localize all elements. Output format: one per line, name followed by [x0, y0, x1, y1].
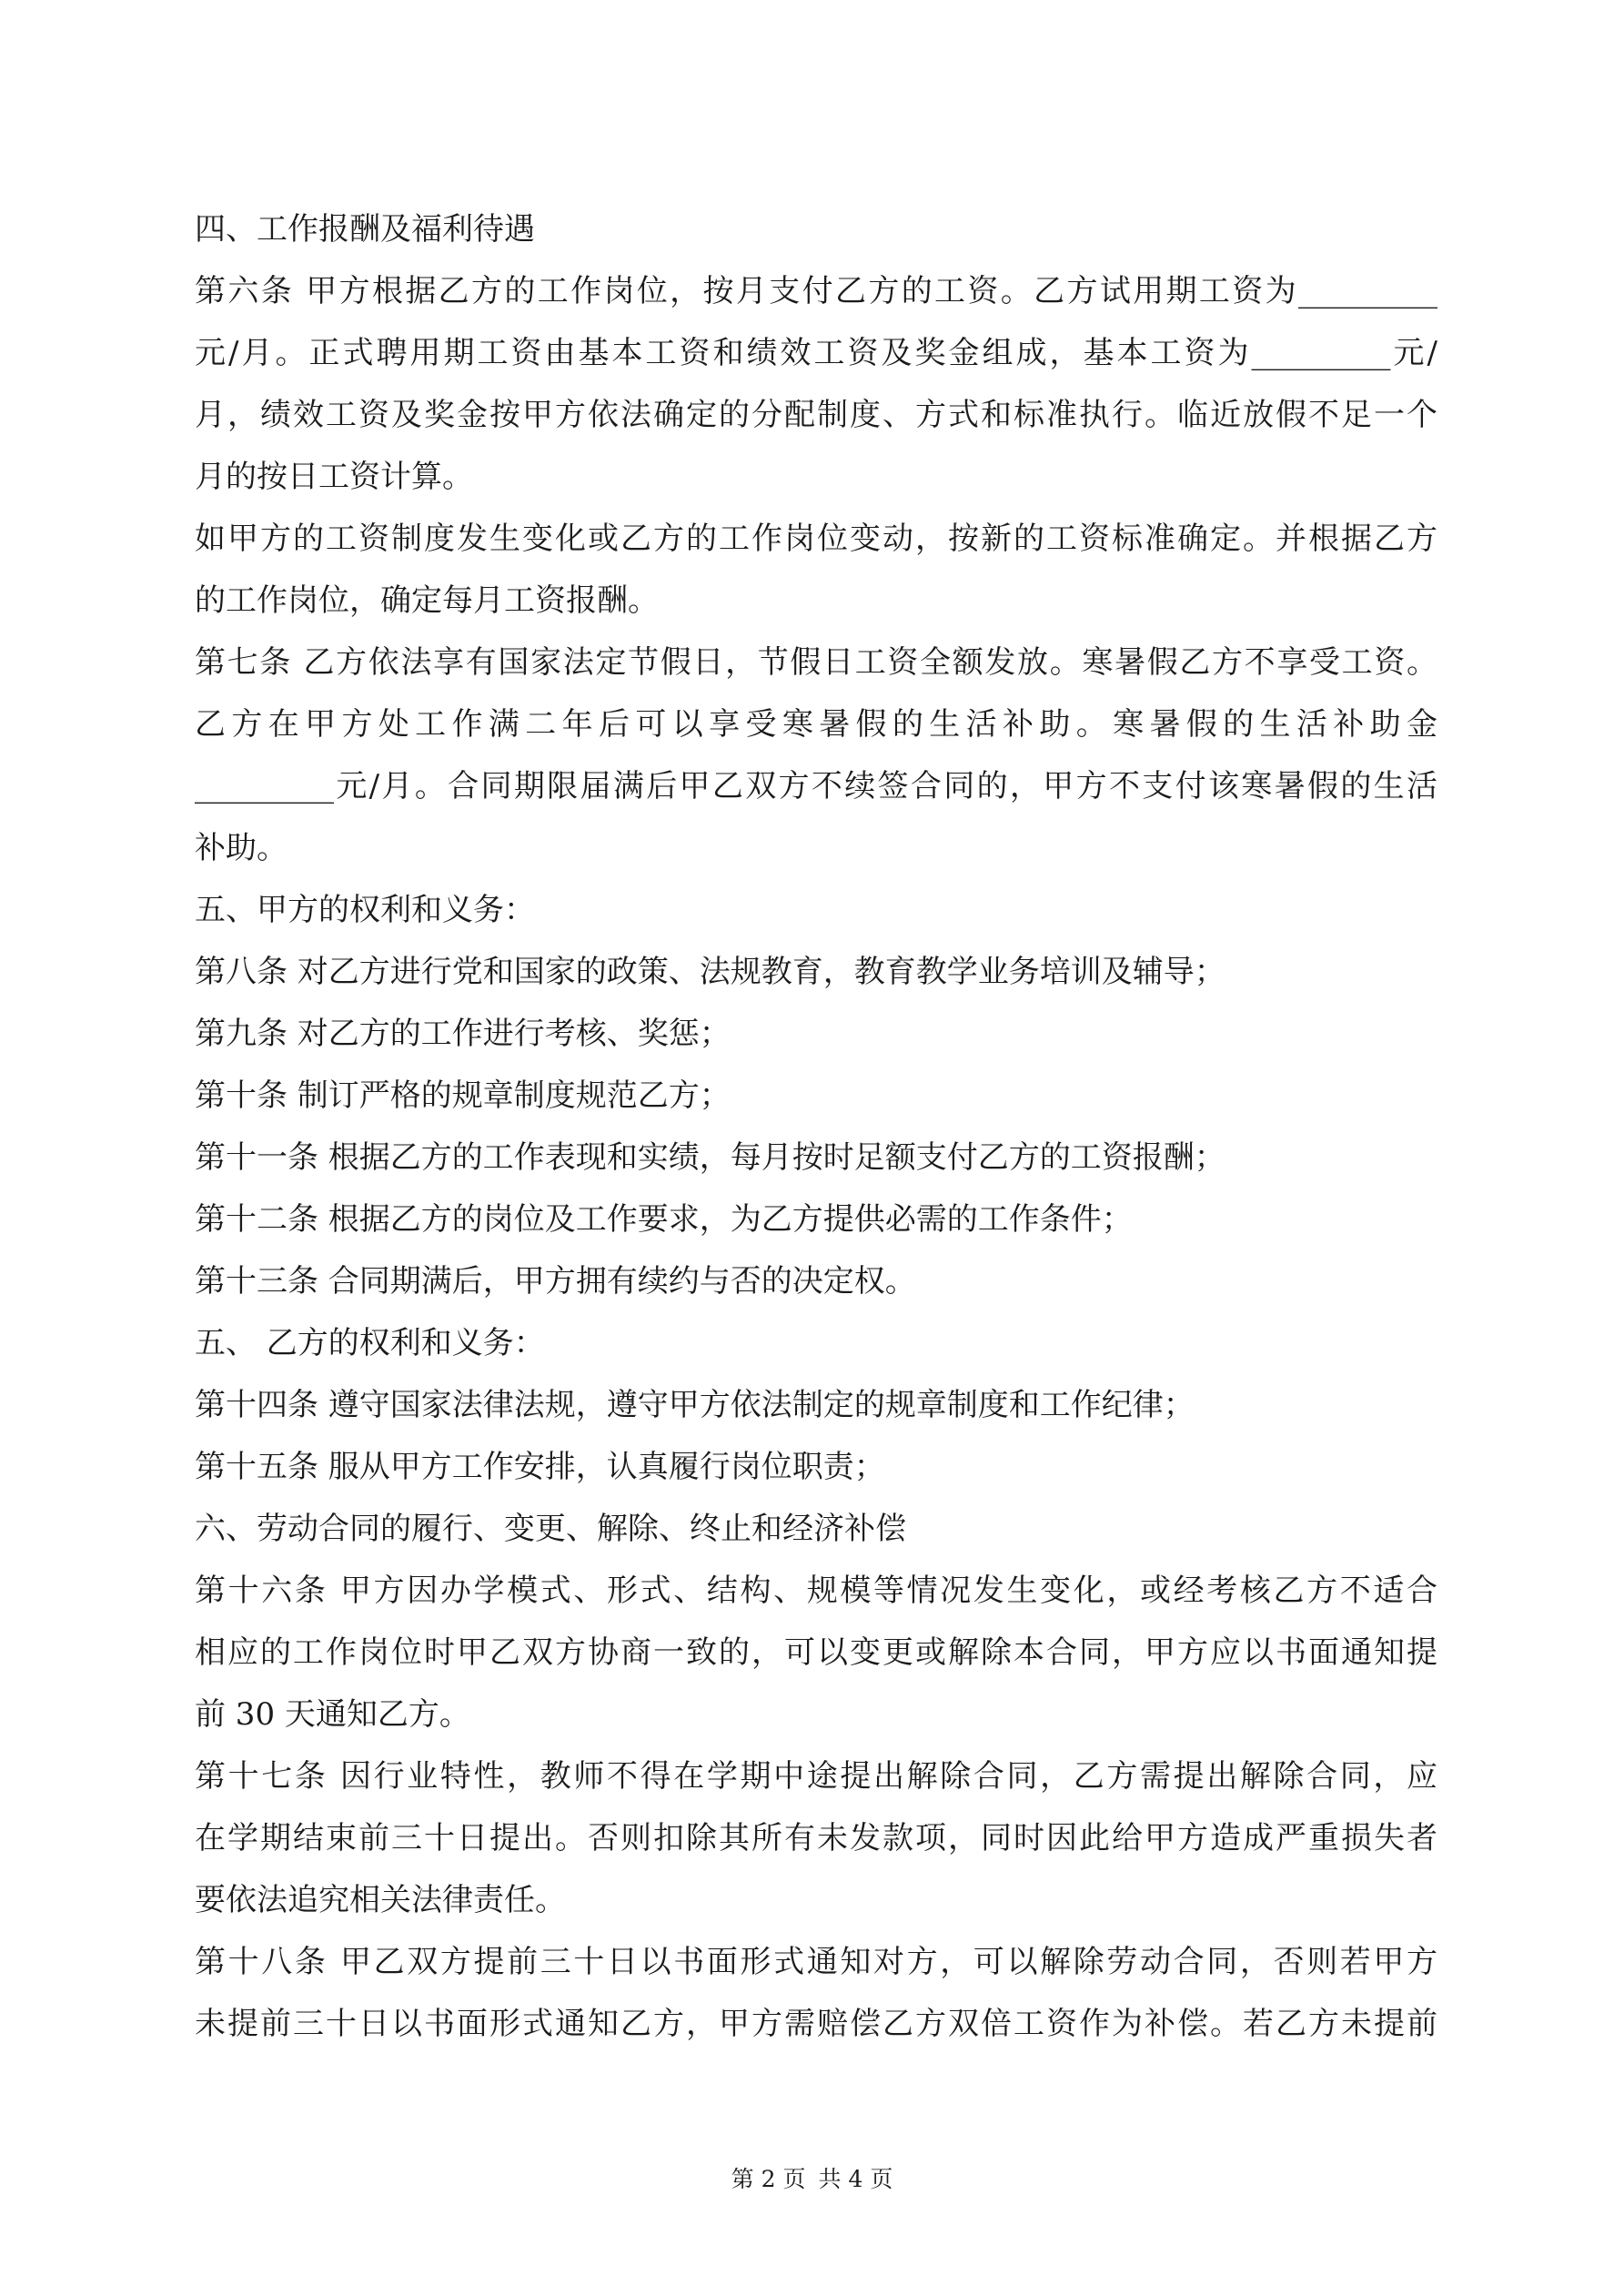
text-line: 补助。 [195, 830, 287, 866]
text-line: 在学期结束前三十日提出。否则扣除其所有未发款项，同时因此给甲方造成严重损失者 [195, 1820, 1437, 1856]
page-number: 2 [761, 2166, 776, 2192]
text-line: 第十六条 甲方因办学模式、形式、结构、规模等情况发生变化，或经考核乙方不适合 [195, 1573, 1437, 1609]
text-line: 第十五条 服从甲方工作安排，认真履行岗位职责； [195, 1449, 885, 1485]
text-line: 六、劳动合同的履行、变更、解除、终止和经济补偿 [195, 1511, 906, 1547]
text-line: 第十二条 根据乙方的岗位及工作要求，为乙方提供必需的工作条件； [195, 1201, 1133, 1238]
text-line: 的工作岗位，确定每月工资报酬。 [195, 582, 659, 619]
footer-prefix: 第 [731, 2166, 754, 2192]
text-line: 月的按日工资计算。 [195, 459, 473, 495]
text-line: 第七条 乙方依法享有国家法定节假日，节假日工资全额发放。寒暑假乙方不享受工资。 [195, 644, 1437, 681]
page-footer [0, 2161, 1624, 2198]
text-line: _________元/月。合同期限届满后甲乙双方不续签合同的，甲方不支付该寒暑假的生活 [195, 768, 1437, 804]
text-line: 四、工作报酬及福利待遇 [195, 211, 535, 248]
text-line: 相应的工作岗位时甲乙双方协商一致的，可以变更或解除本合同，甲方应以书面通知提 [195, 1634, 1437, 1671]
text-line: 要依法追究相关法律责任。 [195, 1882, 566, 1918]
text-line: 第九条 对乙方的工作进行考核、奖惩； [195, 1016, 731, 1052]
text-line: 五、 乙方的权利和义务： [195, 1325, 545, 1361]
text-line: 月，绩效工资及奖金按甲方依法确定的分配制度、方式和标准执行。临近放假不足一个 [195, 397, 1437, 433]
text-line: 元/月。正式聘用期工资由基本工资和绩效工资及奖金组成，基本工资为_________元/ [195, 335, 1437, 371]
text-line: 第十三条 合同期满后，甲方拥有续约与否的决定权。 [195, 1263, 916, 1300]
text-line: 第十七条 因行业特性，教师不得在学期中途提出解除合同，乙方需提出解除合同，应 [195, 1758, 1437, 1795]
text-line: 如甲方的工资制度发生变化或乙方的工作岗位变动，按新的工资标准确定。并根据乙方 [195, 521, 1437, 557]
document-body [195, 198, 1437, 2055]
text-line: 乙方在甲方处工作满二年后可以享受寒暑假的生活补助。寒暑假的生活补助金 [195, 706, 1437, 743]
text-line: 前 30 天通知乙方。 [195, 1696, 470, 1733]
text-line: 五、甲方的权利和义务： [195, 892, 535, 928]
text-line: 第八条 对乙方进行党和国家的政策、法规教育，教育教学业务培训及辅导； [195, 954, 1226, 990]
text-line: 第十条 制订严格的规章制度规范乙方； [195, 1077, 731, 1114]
text-line: 第六条 甲方根据乙方的工作岗位，按月支付乙方的工资。乙方试用期工资为_________ [195, 273, 1437, 309]
text-line: 第十四条 遵守国家法律法规，遵守甲方依法制定的规章制度和工作纪律； [195, 1387, 1195, 1423]
total-pages: 4 [848, 2166, 863, 2192]
text-line: 未提前三十日以书面形式通知乙方，甲方需赔偿乙方双倍工资作为补偿。若乙方未提前 [195, 2006, 1437, 2042]
text-line: 第十一条 根据乙方的工作表现和实绩，每月按时足额支付乙方的工资报酬； [195, 1139, 1226, 1176]
footer-suffix: 页 [870, 2166, 893, 2192]
footer-middle: 页 共 [782, 2166, 842, 2192]
text-line: 第十八条 甲乙双方提前三十日以书面形式通知对方，可以解除劳动合同，否则若甲方 [195, 1944, 1437, 1980]
